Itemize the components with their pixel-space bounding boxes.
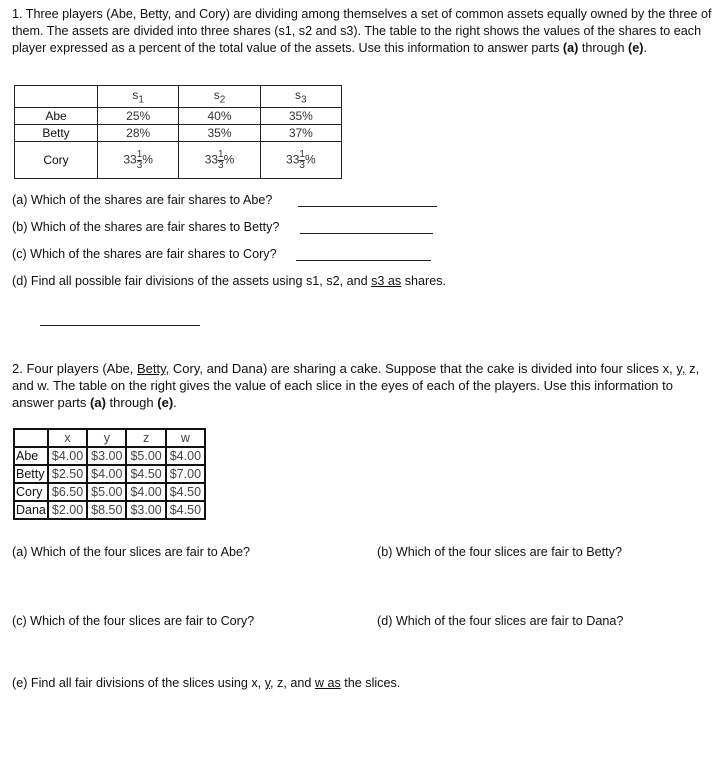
table-cell: Abe [15, 108, 98, 125]
table-cell: Cory [15, 142, 98, 179]
question-2b: (b) Which of the four slices are fair to Betty? [377, 545, 622, 559]
col-header-s1: $s_1$ [98, 86, 179, 108]
answer-line-1b[interactable] [300, 233, 433, 234]
table-cell [14, 429, 48, 447]
table-cell: 35% [260, 108, 341, 125]
answer-line-1c[interactable] [296, 260, 431, 261]
shares-table [14, 85, 342, 179]
table-cell: 33 $\frac{1}{3}$ % [98, 142, 179, 179]
question-2c: (c) Which of the four slices are fair to Cory? [12, 614, 255, 628]
table-cell: $3.00 [87, 447, 126, 465]
question-1d: (d) Find all possible fair divisions of the assets using s1, s2, and s3 as shares. [12, 274, 447, 288]
question-1a: (a) Which of the shares are fair shares to Abe? [12, 193, 273, 207]
answer-line-1d[interactable] [40, 325, 200, 326]
table-cell: Dana [16, 503, 46, 517]
table-row [14, 465, 205, 483]
question-1b: (b) Which of the shares are fair shares to Betty? [12, 220, 280, 234]
table-cell: $7.00 [166, 465, 205, 483]
question-2d: (d) Which of the four slices are fair to Dana? [377, 614, 624, 628]
table-cell: $5.00 [87, 483, 126, 501]
table-row [14, 501, 205, 519]
table-cell: Betty [15, 125, 98, 142]
table-row [15, 125, 342, 142]
table-cell: 28% [98, 125, 179, 142]
table-cell: y [87, 429, 126, 447]
table-cell: $4.50 [126, 465, 165, 483]
table-cell: 40% [179, 108, 260, 125]
question-2e: (e) Find all fair divisions of the slices using x, y, z, and w as the slices. [12, 676, 401, 690]
col-header-s3: $s_3$ [260, 86, 341, 108]
table-cell: $4.50 [166, 501, 205, 519]
table-cell: $4.00 [48, 447, 87, 465]
table-row [15, 142, 342, 179]
table-cell: $5.00 [126, 447, 165, 465]
table-cell: Betty [14, 465, 48, 483]
table-cell: 33 $\frac{1}{3}$ % [179, 142, 260, 179]
table-cell: 37% [260, 125, 341, 142]
table-cell: $4.00 [166, 447, 205, 465]
table-cell: $2.00 [48, 501, 87, 519]
table-cell: $3.00 [126, 501, 165, 519]
question-2a: (a) Which of the four slices are fair to Abe? [12, 545, 250, 559]
table-cell: 35% [179, 125, 260, 142]
table-row [14, 447, 205, 465]
table-cell: $4.50 [166, 483, 205, 501]
table-cell: $4.00 [126, 483, 165, 501]
table-cell: $8.50 [87, 501, 126, 519]
table-cell: z [126, 429, 165, 447]
problem2-intro: 2. Four players (Abe, Betty, Cory, and Dana) are sharing a cake. Suppose that the cake is divided into four slices x, y, z, and w. The table on the right gives the value of each slice in the eyes of each of the players. Use this information to answer parts (a) through (e). [12, 361, 700, 410]
col-header-s2: $s_2$ [179, 86, 260, 108]
table-cell: 25% [98, 108, 179, 125]
table-cell: 33 $\frac{1}{3}$ % [260, 142, 341, 179]
table-row [15, 108, 342, 125]
table-cell: Cory [14, 483, 48, 501]
table-row [14, 483, 205, 501]
problem1-intro: 1. Three players (Abe, Betty, and Cory) are dividing among themselves a set of common assets equally owned by the three of them. The assets are divided into three shares (s1, s2 and s3). The table to the right shows the values of the shares to each player expressed as a percent of the total value of the assets. Use this information to answer parts (a) through (e). [12, 7, 712, 55]
slices-table [13, 428, 206, 520]
table-cell: x [48, 429, 87, 447]
table-cell: $2.50 [48, 465, 87, 483]
table-cell [15, 86, 98, 108]
answer-line-1a[interactable] [298, 206, 437, 207]
question-1c: (c) Which of the shares are fair shares to Cory? [12, 247, 277, 261]
table-cell: $4.00 [87, 465, 126, 483]
table-cell: w [166, 429, 205, 447]
table-cell: $6.50 [48, 483, 87, 501]
table-cell: Abe [14, 447, 48, 465]
